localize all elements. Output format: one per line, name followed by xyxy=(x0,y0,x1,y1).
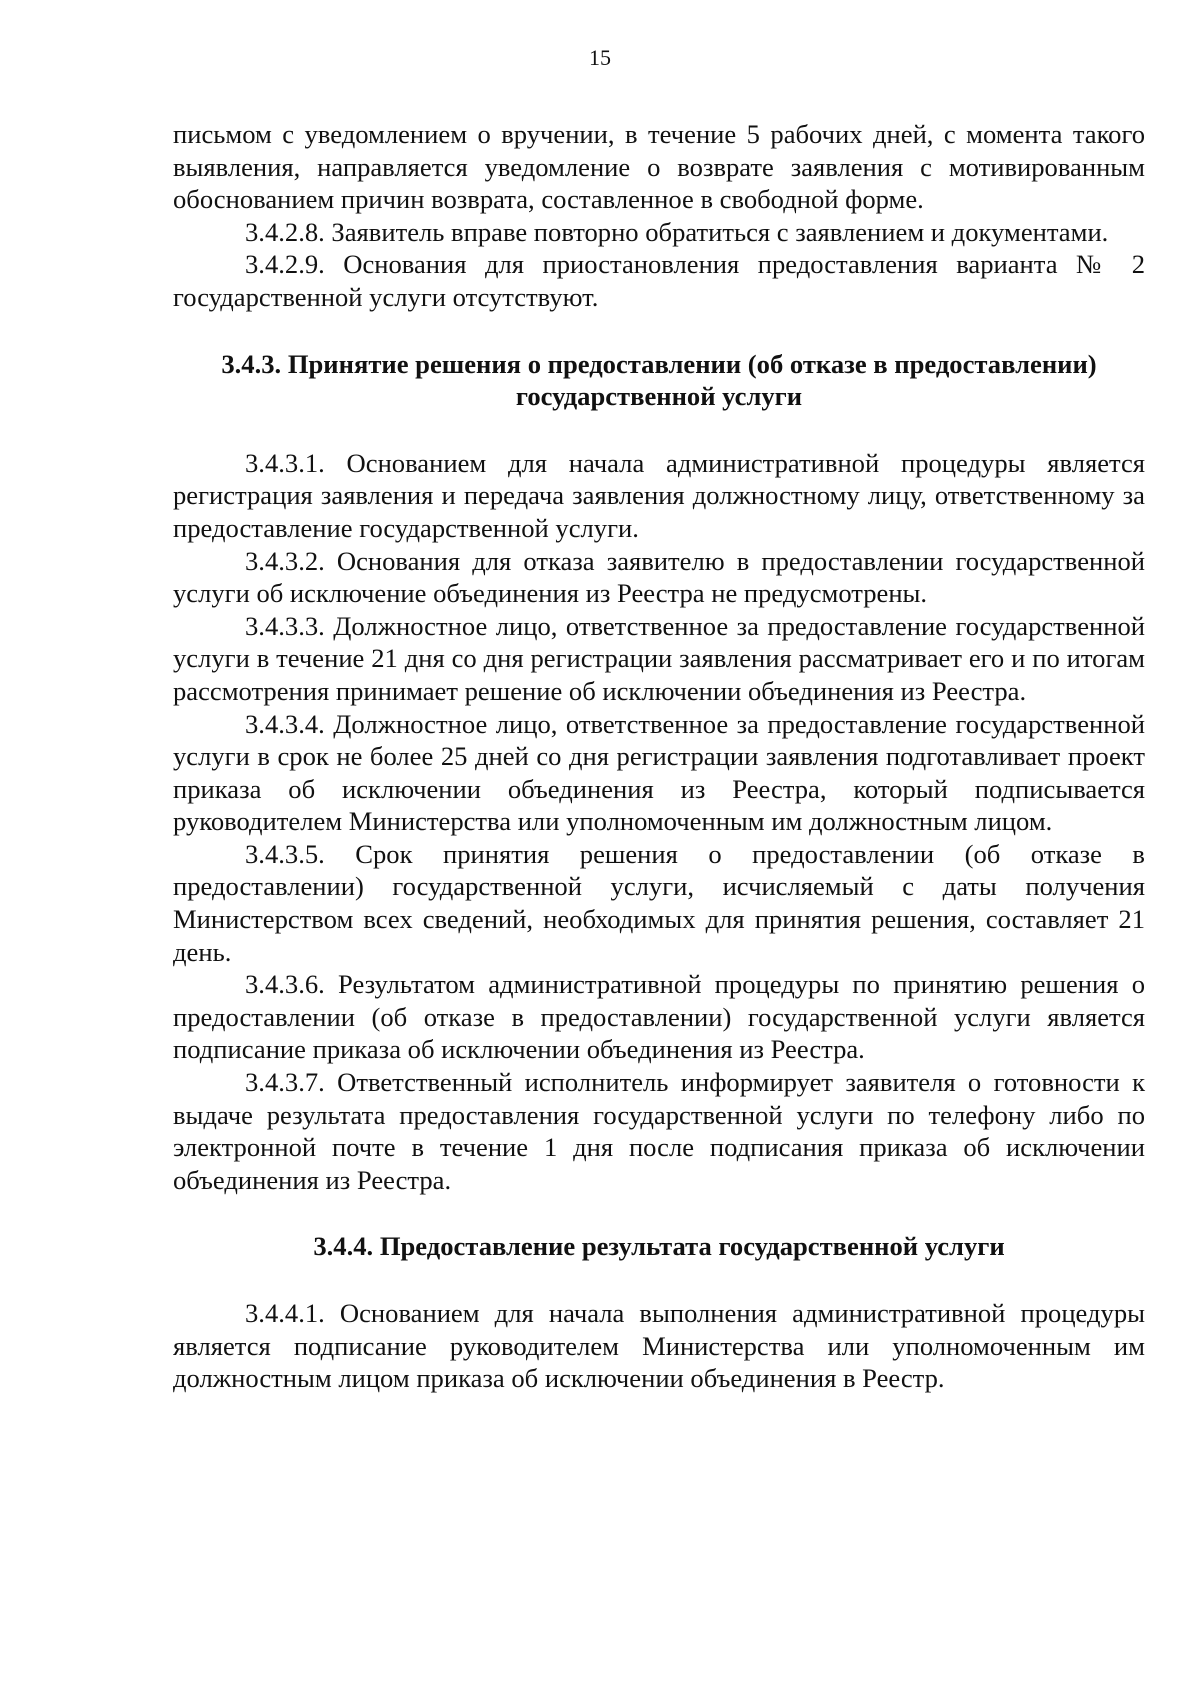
section-3-4-3-body xyxy=(173,447,1145,1197)
paragraph-3-4-2-9: 3.4.2.9. Основания для приостановления предоставления варианта № 2 государственной услуги отсутствуют. xyxy=(173,249,1145,312)
section-heading-3-4-3 xyxy=(173,348,1145,413)
paragraph-3-4-2-8: 3.4.2.8. Заявитель вправе повторно обратиться с заявлением и документами. xyxy=(245,216,1109,247)
paragraph-3-4-3-5: 3.4.3.5. Срок принятия решения о предоставлении (об отказе в предоставлении) государственной услуги, исчисляемый с даты получения Министерством всех сведений, необходимых для принятия решения, составляет 21 день. xyxy=(173,838,1145,967)
paragraph-3-4-4-1: 3.4.4.1. Основанием для начала выполнения административной процедуры является подписание руководителем Министерства или уполномоченным им должностным лицом приказа об исключении объединения в Реестр. xyxy=(173,1298,1145,1394)
paragraph-3-4-3-7: 3.4.3.7. Ответственный исполнитель информирует заявителя о готовности к выдаче результата предоставления государственной услуги по телефону либо по электронной почте в течение 1 дня после подписания приказа об исключении объединения из Реестра. xyxy=(173,1067,1145,1195)
document-body xyxy=(173,118,1145,1395)
page-number: 15 xyxy=(589,45,611,70)
section-heading-3-4-3-line1: 3.4.3. Принятие решения о предоставлении (об отказе в предоставлении) xyxy=(221,348,1097,379)
paragraph-3-4-3-4: 3.4.3.4. Должностное лицо, ответственное за предоставление государственной услуги в срок не более 25 дней со дня регистрации заявления подготавливает проект приказа об исключении объединения из Реестра, который подписывается руководителем Министерства или уполномоченным им должностным лицом. xyxy=(173,708,1145,837)
paragraph-3-4-3-3: 3.4.3.3. Должностное лицо, ответственное за предоставление государственной услуги в течение 21 дня со дня регистрации заявления рассматривает его и по итогам рассмотрения принимает решение об исключении объединения из Реестра. xyxy=(173,610,1145,706)
paragraph-continuation: письмом с уведомлением о вручении, в течение 5 рабочих дней, с момента такого выявления, направляется уведомление о возврате заявления с мотивированным обоснованием причин возврата, составленное в свободной форме. xyxy=(173,119,1145,215)
section-heading-3-4-4: 3.4.4. Предоставление результата государственной услуги xyxy=(313,1231,1005,1262)
paragraph-3-4-3-2: 3.4.3.2. Основания для отказа заявителю в предоставлении государственной услуги об исключение объединения из Реестра не предусмотрены. xyxy=(173,545,1145,609)
section-3-4-4-body xyxy=(173,1297,1145,1395)
paragraph-3-4-3-1: 3.4.3.1. Основанием для начала административной процедуры является регистрация заявления и передача заявления должностному лицу, ответственному за предоставление государственной услуги. xyxy=(173,447,1145,543)
section-heading-3-4-3-line2: государственной услуги xyxy=(515,381,803,412)
paragraph-3-4-3-6: 3.4.3.6. Результатом административной процедуры по принятию решения о предоставлении (об отказе в предоставлении) государственной услуги является подписание приказа об исключении объединения из Реестра. xyxy=(173,969,1145,1065)
